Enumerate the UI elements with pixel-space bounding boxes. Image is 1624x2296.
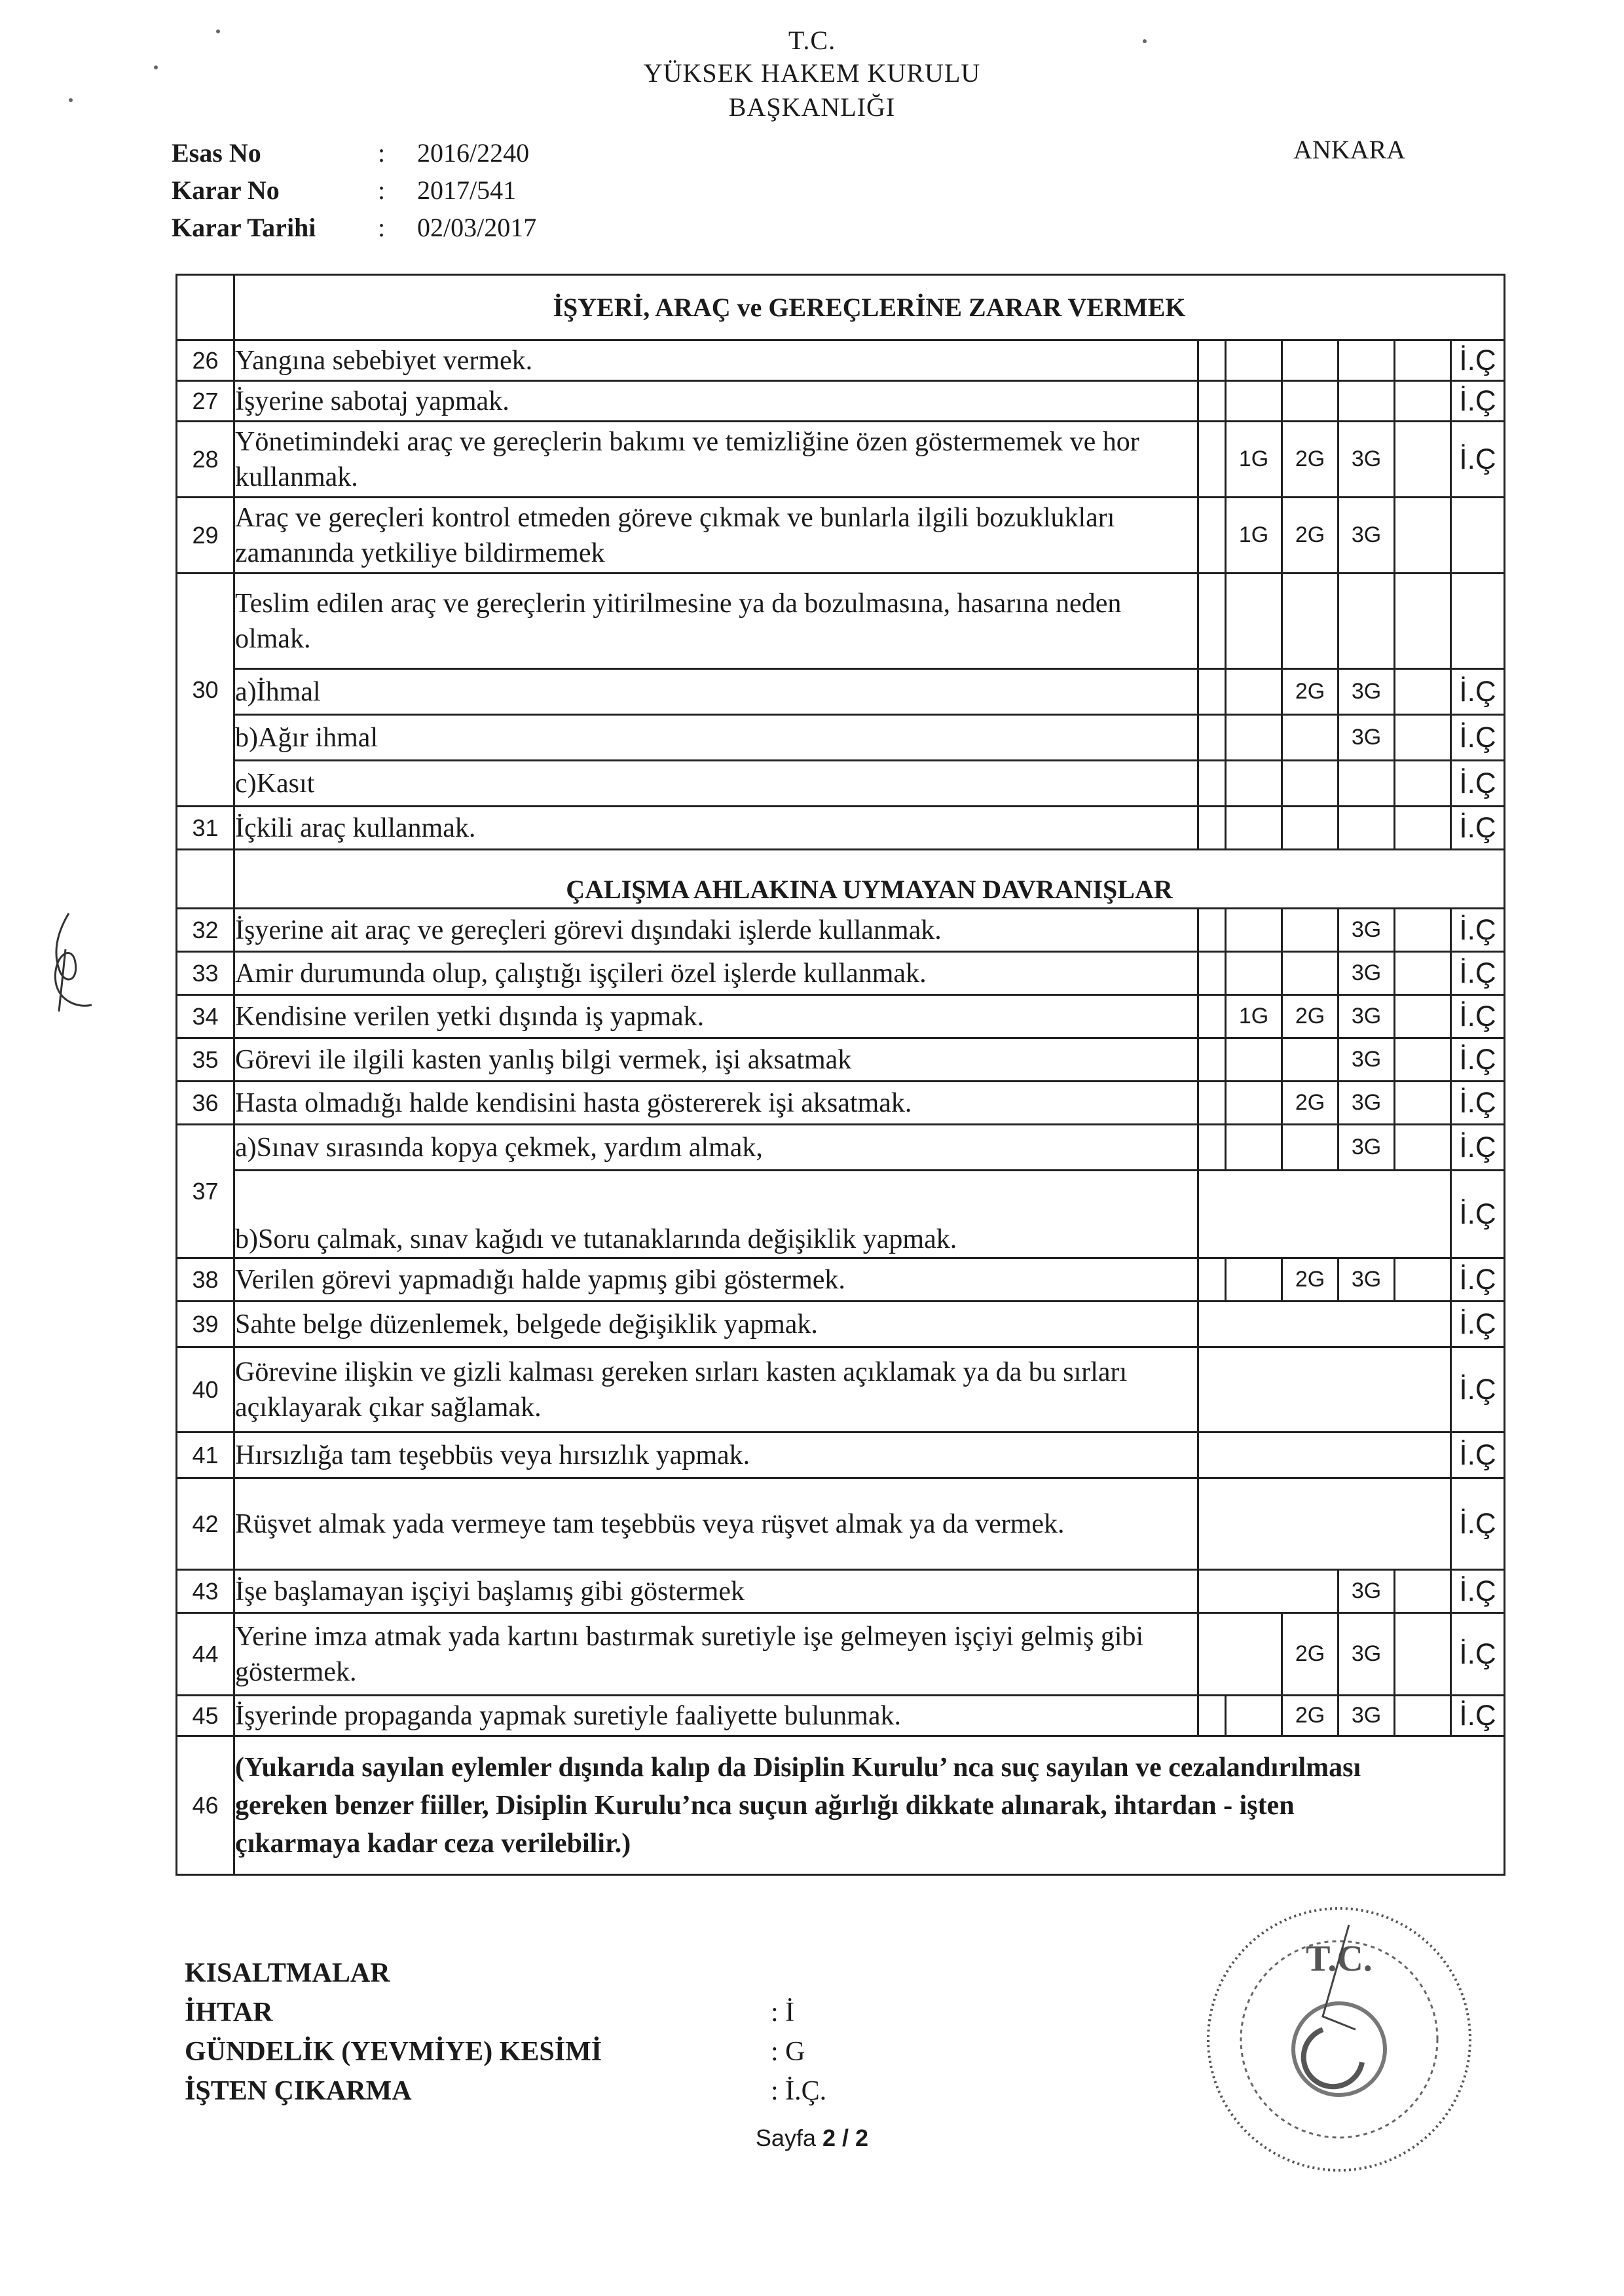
row-text: İşyerine sabotaj yapmak. — [234, 381, 1198, 422]
table-row — [177, 1171, 1505, 1258]
penalty-1g: 1G — [1226, 422, 1282, 498]
row-number: 40 — [177, 1347, 234, 1432]
row-number: 35 — [177, 1038, 234, 1082]
row-text: Yerine imza atmak yada kartını bastırmak suretiyle işe gelmeyen işçiyi gelmiş gibi göstermek. — [234, 1613, 1198, 1696]
penalty-2g: 2G — [1282, 669, 1338, 715]
row-text: İçkili araç kullanmak. — [234, 807, 1198, 850]
abbreviation-term: GÜNDELİK (YEVMİYE) KESİMİ — [185, 2037, 602, 2067]
abbreviation-term: İŞTEN ÇIKARMA — [185, 2076, 412, 2106]
row-text: Görevine ilişkin ve gizli kalması gereken sırları kasten açıklamak ya da bu sırları açıklayarak çıkar sağlamak. — [234, 1347, 1198, 1432]
abbreviation-term: İHTAR — [185, 1997, 273, 2028]
meta-value: 2016/2240 — [417, 138, 530, 168]
header-tc: T.C. — [788, 26, 836, 55]
penalty-ic: İ.Ç — [1451, 381, 1505, 422]
meta-label: Esas No — [172, 138, 261, 168]
penalty-3g: 3G — [1338, 1082, 1395, 1125]
row-text: a)Sınav sırasında kopya çekmek, yardım almak, — [234, 1125, 1198, 1171]
penalty-3g: 3G — [1338, 1038, 1395, 1082]
table-row — [177, 952, 1505, 995]
row-number: 34 — [177, 995, 234, 1038]
penalty-3g: 3G — [1338, 669, 1395, 715]
row-text: Verilen görevi yapmadığı halde yapmış gibi göstermek. — [234, 1258, 1198, 1302]
row-text: İşe başlamayan işçiyi başlamış gibi göstermek — [234, 1570, 1198, 1613]
table-row — [177, 1613, 1505, 1696]
official-seal-stamp — [1198, 1899, 1480, 2180]
row-number: 32 — [177, 909, 234, 952]
meta-label: Karar No — [172, 175, 280, 205]
penalty-3g: 3G — [1338, 1258, 1395, 1302]
penalty-ic: İ.Ç — [1451, 995, 1505, 1038]
row-number: 44 — [177, 1613, 234, 1696]
row-number: 31 — [177, 807, 234, 850]
row-text: Amir durumunda olup, çalıştığı işçileri özel işlerde kullanmak. — [234, 952, 1198, 995]
penalty-ic: İ.Ç — [1451, 761, 1505, 807]
row-text: c)Kasıt — [234, 761, 1198, 807]
penalty-3g: 3G — [1338, 1125, 1395, 1171]
row-number: 26 — [177, 340, 234, 381]
row-number: 41 — [177, 1432, 234, 1478]
section-title: İŞYERİ, ARAÇ ve GEREÇLERİNE ZARAR VERMEK — [234, 275, 1505, 340]
table-row — [177, 807, 1505, 850]
margin-signature-icon — [39, 910, 98, 1015]
penalty-ic: İ.Ç — [1451, 1696, 1505, 1736]
penalty-2g: 2G — [1282, 422, 1338, 498]
row-text: Hırsızlığa tam teşebbüs veya hırsızlık yapmak. — [234, 1432, 1198, 1478]
row-number: 38 — [177, 1258, 234, 1302]
row-number: 46 — [177, 1736, 234, 1875]
row-number: 37 — [177, 1125, 234, 1258]
header-institution: YÜKSEK HAKEM KURULU — [643, 58, 981, 88]
row-text: Yönetimindeki araç ve gereçlerin bakımı ve temizliğine özen göstermemek ve hor kullanmak. — [234, 422, 1198, 498]
row-text: Yangına sebebiyet vermek. — [234, 340, 1198, 381]
abbreviation-item — [185, 1997, 795, 2028]
penalty-ic: İ.Ç — [1451, 909, 1505, 952]
abbreviations-title: KISALTMALAR — [185, 1958, 390, 1988]
penalty-ic: İ.Ç — [1451, 1478, 1505, 1570]
page-separator: / — [836, 2124, 856, 2151]
penalty-ic: İ.Ç — [1451, 1038, 1505, 1082]
row-number: 33 — [177, 952, 234, 995]
table-row — [177, 381, 1505, 422]
penalty-ic: İ.Ç — [1451, 807, 1505, 850]
row-text: b)Ağır ihmal — [234, 715, 1198, 761]
row-number: 30 — [177, 574, 234, 807]
penalty-3g: 3G — [1338, 995, 1395, 1038]
table-row — [177, 669, 1505, 715]
abbreviation-value: : İ.Ç. — [771, 2076, 827, 2106]
row-text: Görevi ile ilgili kasten yanlış bilgi vermek, işi aksatmak — [234, 1038, 1198, 1082]
table-row — [177, 1478, 1505, 1570]
abbreviation-item — [185, 2075, 827, 2107]
penalty-2g: 2G — [1282, 995, 1338, 1038]
penalty-ic: İ.Ç — [1451, 1570, 1505, 1613]
penalty-ic: İ.Ç — [1451, 1302, 1505, 1347]
penalty-ic: İ.Ç — [1451, 1082, 1505, 1125]
penalty-2g: 2G — [1282, 498, 1338, 574]
section-header-row — [177, 275, 1505, 340]
table-row — [177, 1082, 1505, 1125]
closing-note: (Yukarıda sayılan eylemler dışında kalıp da Disiplin Kurulu’ nca suç sayılan ve cezalandırılması gereken benzer fiiller, Disiplin Kurulu’nca suçun ağırlığı dikkate alınarak, ihtardan - işten çıkarmaya kadar ceza verilebilir.) — [234, 1736, 1505, 1875]
scan-speck — [1143, 39, 1147, 43]
table-row — [177, 340, 1505, 381]
page-current: 2 — [822, 2124, 836, 2151]
row-number: 42 — [177, 1478, 234, 1570]
table-row — [177, 1125, 1505, 1171]
table-row — [177, 1347, 1505, 1432]
seal-text: T.C. — [1306, 1939, 1373, 1979]
row-number: 43 — [177, 1570, 234, 1613]
table-row — [177, 1302, 1505, 1347]
table-row — [177, 909, 1505, 952]
abbreviation-value: : G — [771, 2037, 805, 2067]
table-row — [177, 995, 1505, 1038]
meta-label: Karar Tarihi — [172, 213, 316, 242]
penalty-ic: İ.Ç — [1451, 1613, 1505, 1696]
page-prefix: Sayfa — [755, 2124, 822, 2151]
row-text: Kendisine verilen yetki dışında iş yapmak. — [234, 995, 1198, 1038]
penalty-3g: 3G — [1338, 1613, 1395, 1696]
penalty-3g: 3G — [1338, 715, 1395, 761]
penalty-ic: İ.Ç — [1451, 1125, 1505, 1171]
abbreviation-item — [185, 2036, 805, 2068]
page-total: 2 — [855, 2124, 869, 2151]
row-text: İşyerine ait araç ve gereçleri görevi dışındaki işlerde kullanmak. — [234, 909, 1198, 952]
penalty-ic: İ.Ç — [1451, 1347, 1505, 1432]
header-department: BAŞKANLIĞI — [728, 92, 896, 122]
table-row — [177, 1038, 1505, 1082]
table-row — [177, 498, 1505, 574]
penalty-ic: İ.Ç — [1451, 1171, 1505, 1258]
table-row — [177, 761, 1505, 807]
row-text: Hasta olmadığı halde kendisini hasta göstererek işi aksatmak. — [234, 1082, 1198, 1125]
row-text: İşyerinde propaganda yapmak suretiyle faaliyette bulunmak. — [234, 1696, 1198, 1736]
penalty-2g: 2G — [1282, 1258, 1338, 1302]
row-number: 36 — [177, 1082, 234, 1125]
discipline-table — [175, 274, 1505, 1876]
penalty-ic: İ.Ç — [1451, 669, 1505, 715]
row-number: 29 — [177, 498, 234, 574]
penalty-1g: 1G — [1226, 498, 1282, 574]
penalty-3g: 3G — [1338, 952, 1395, 995]
penalty-3g: 3G — [1338, 498, 1395, 574]
scan-speck — [216, 29, 220, 33]
row-number: 39 — [177, 1302, 234, 1347]
row-text: b)Soru çalmak, sınav kağıdı ve tutanaklarında değişiklik yapmak. — [234, 1171, 1198, 1258]
row-text: Sahte belge düzenlemek, belgede değişiklik yapmak. — [234, 1302, 1198, 1347]
scan-speck — [154, 65, 158, 69]
table-row — [177, 1570, 1505, 1613]
row-text: Rüşvet almak yada vermeye tam teşebbüs veya rüşvet almak ya da vermek. — [234, 1478, 1198, 1570]
table-row — [177, 574, 1505, 669]
table-row — [177, 1432, 1505, 1478]
penalty-3g: 3G — [1338, 422, 1395, 498]
section-title: ÇALIŞMA AHLAKINA UYMAYAN DAVRANIŞLAR — [234, 850, 1505, 909]
penalty-ic: İ.Ç — [1451, 1432, 1505, 1478]
penalty-2g: 2G — [1282, 1082, 1338, 1125]
penalty-2g: 2G — [1282, 1696, 1338, 1736]
penalty-3g: 3G — [1338, 1570, 1395, 1613]
penalty-1g: 1G — [1226, 995, 1282, 1038]
penalty-ic: İ.Ç — [1451, 952, 1505, 995]
abbreviation-value: : İ — [771, 1997, 795, 2028]
table-row — [177, 1696, 1505, 1736]
row-text: Teslim edilen araç ve gereçlerin yitirilmesine ya da bozulmasına, hasarına neden olmak. — [234, 574, 1198, 669]
row-text: a)İhmal — [234, 669, 1198, 715]
row-text: Araç ve gereçleri kontrol etmeden göreve çıkmak ve bunlarla ilgili bozuklukları zamanında yetkiliye bildirmemek — [234, 498, 1198, 574]
table-row — [177, 1258, 1505, 1302]
row-number: 45 — [177, 1696, 234, 1736]
meta-value: 02/03/2017 — [417, 213, 537, 242]
table-row — [177, 422, 1505, 498]
meta-value: 2017/541 — [417, 175, 517, 205]
section-header-row — [177, 850, 1505, 909]
scan-speck — [69, 98, 73, 102]
penalty-ic: İ.Ç — [1451, 422, 1505, 498]
row-number: 28 — [177, 422, 234, 498]
penalty-2g: 2G — [1282, 1613, 1338, 1696]
row-number: 27 — [177, 381, 234, 422]
header-city: ANKARA — [1293, 135, 1406, 164]
penalty-3g: 3G — [1338, 909, 1395, 952]
penalty-ic: İ.Ç — [1451, 715, 1505, 761]
penalty-ic: İ.Ç — [1451, 340, 1505, 381]
table-row — [177, 1736, 1505, 1875]
penalty-ic: İ.Ç — [1451, 1258, 1505, 1302]
penalty-3g: 3G — [1338, 1696, 1395, 1736]
table-row — [177, 715, 1505, 761]
